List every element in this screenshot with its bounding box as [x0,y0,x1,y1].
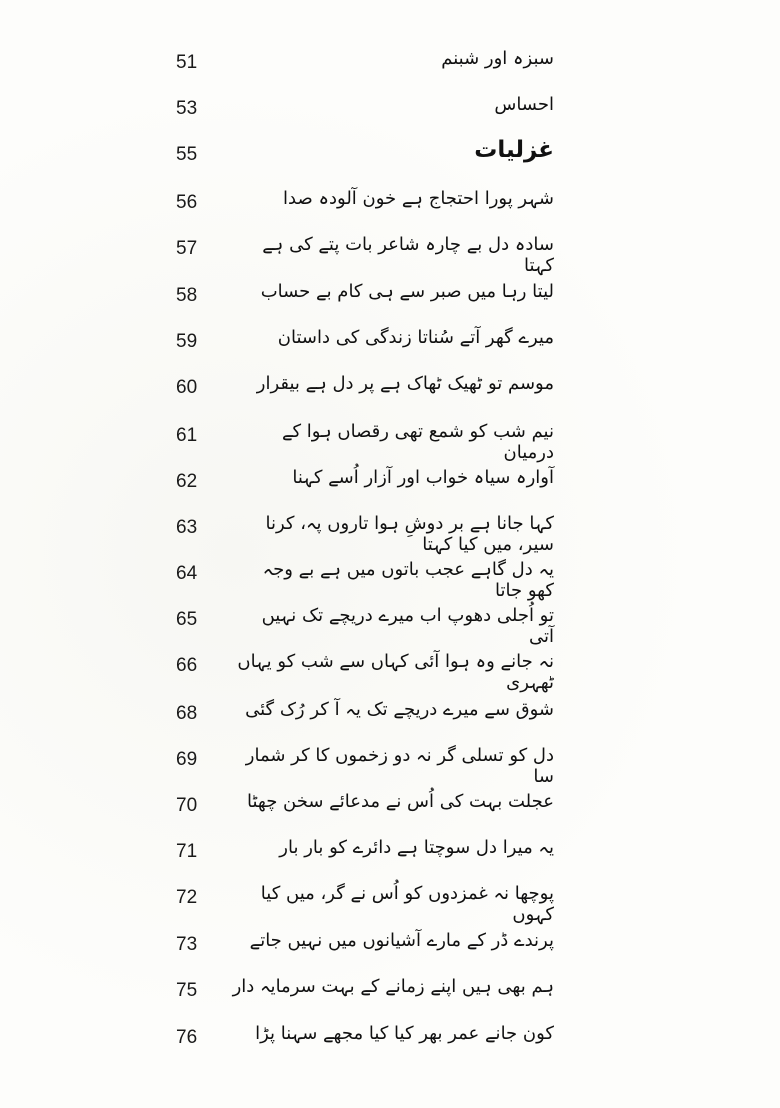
toc-entry-title: کہا جانا ہے بر دوشِ ہوا تاروں پہ، کرنا سیر، میں کیا کہتا [265,513,554,555]
toc-entry-title: شوق سے میرے دریچے تک یہ آ کر رُک گئی [245,699,554,720]
toc-entry-title: آوارہ سیاہ خواب اور آزار اُسے کہنا [292,467,554,488]
toc-entry [0,928,780,972]
toc-entry [0,279,780,323]
toc-entry [0,92,780,136]
toc-entry-page-number: 72 [176,887,198,908]
toc-entry [0,603,780,647]
toc-entry-page-number: 61 [176,425,198,446]
toc-entry-title: میرے گھر آتے سُناتا زندگی کی داستان [277,327,554,348]
toc-entry-page-number: 64 [176,563,198,584]
toc-entry-title: موسم تو ٹھیک ٹھاک ہے پر دل ہے بیقرار [256,373,554,394]
toc-entry-title: احساس [494,94,554,115]
toc-entry-title: ہم بھی ہیں اپنے زمانے کے بہت سرمایہ دار [232,976,554,997]
toc-entry-title: پوچھا نہ غمزدوں کو اُس نے گر، میں کیا کہوں [260,883,554,925]
toc-entry-page-number: 55 [176,144,198,165]
toc-entry-page-number: 69 [176,749,198,770]
toc-entry-title: یہ دل گاہے عجب باتوں میں ہے بے وجہ کھو جاتا [262,559,554,601]
toc-entry [0,697,780,741]
toc-entry [0,419,780,463]
toc-entry-title: پرندے ڈر کے مارے آشیانوں میں نہیں جاتے [249,930,554,951]
toc-entry [0,881,780,925]
toc-entry-page-number: 66 [176,655,198,676]
toc-entry [0,186,780,230]
toc-entry-page-number: 58 [176,285,198,306]
toc-entry-title: دل کو تسلی گر نہ دو زخموں کا کر شمار سا [245,745,554,787]
toc-entry [0,649,780,693]
toc-entry [0,789,780,833]
toc-entry-title: شہر پورا احتجاج ہے خون آلودہ صدا [283,188,554,209]
toc-entry [0,465,780,509]
toc-entry-title: یہ میرا دل سوچتا ہے دائرے کو بار بار [279,837,554,858]
toc-entry-title: غزلیات [474,137,554,163]
toc-entry-page-number: 76 [176,1027,198,1048]
toc-entry [0,511,780,555]
toc-entry-title: کون جانے عمر بھر کیا کیا مجھے سہنا پڑا [255,1023,554,1044]
toc-entry [0,974,780,1018]
toc-entry-page-number: 68 [176,703,198,724]
toc-entry-page-number: 60 [176,377,198,398]
toc-entry-title: سبزہ اور شبنم [441,48,554,69]
toc-entry-page-number: 53 [176,98,198,119]
toc-entry-page-number: 70 [176,795,198,816]
toc-entry-page-number: 63 [176,517,198,538]
toc-entry [0,1021,780,1065]
toc-entry-page-number: 59 [176,331,198,352]
toc-entry-page-number: 56 [176,192,198,213]
toc-entry-page-number: 62 [176,471,198,492]
toc-entry-title: تو اُجلی دھوپ اب میرے دریچے تک نہیں آتی [261,605,554,647]
toc-entry-page-number: 71 [176,841,198,862]
toc-entry-title: سادہ دل بے چارہ شاعر بات پتے کی ہے کہتا [262,234,554,276]
toc-entry [0,557,780,601]
toc-entry-page-number: 75 [176,980,198,1001]
toc-entry-page-number: 51 [176,52,198,73]
toc-entry-title: نیم شب کو شمع تھی رقصاں ہوا کے درمیان [281,421,554,463]
toc-entry [0,232,780,276]
toc-section-heading [0,138,780,182]
toc-entry-title: عجلت بہت کی اُس نے مدعائے سخن چھٹا [247,791,554,812]
toc-entry [0,743,780,787]
toc-entry-page-number: 65 [176,609,198,630]
toc-entry [0,325,780,369]
toc-entry-title: نہ جانے وہ ہوا آئی کہاں سے شب کو یہاں ٹھہری [237,651,554,693]
toc-entry [0,835,780,879]
toc-entry [0,371,780,415]
toc-entry-page-number: 57 [176,238,198,259]
toc-entry-page-number: 73 [176,934,198,955]
toc-entry-title: لیتا رہا میں صبر سے ہی کام بے حساب [260,281,554,302]
toc-entry [0,46,780,90]
